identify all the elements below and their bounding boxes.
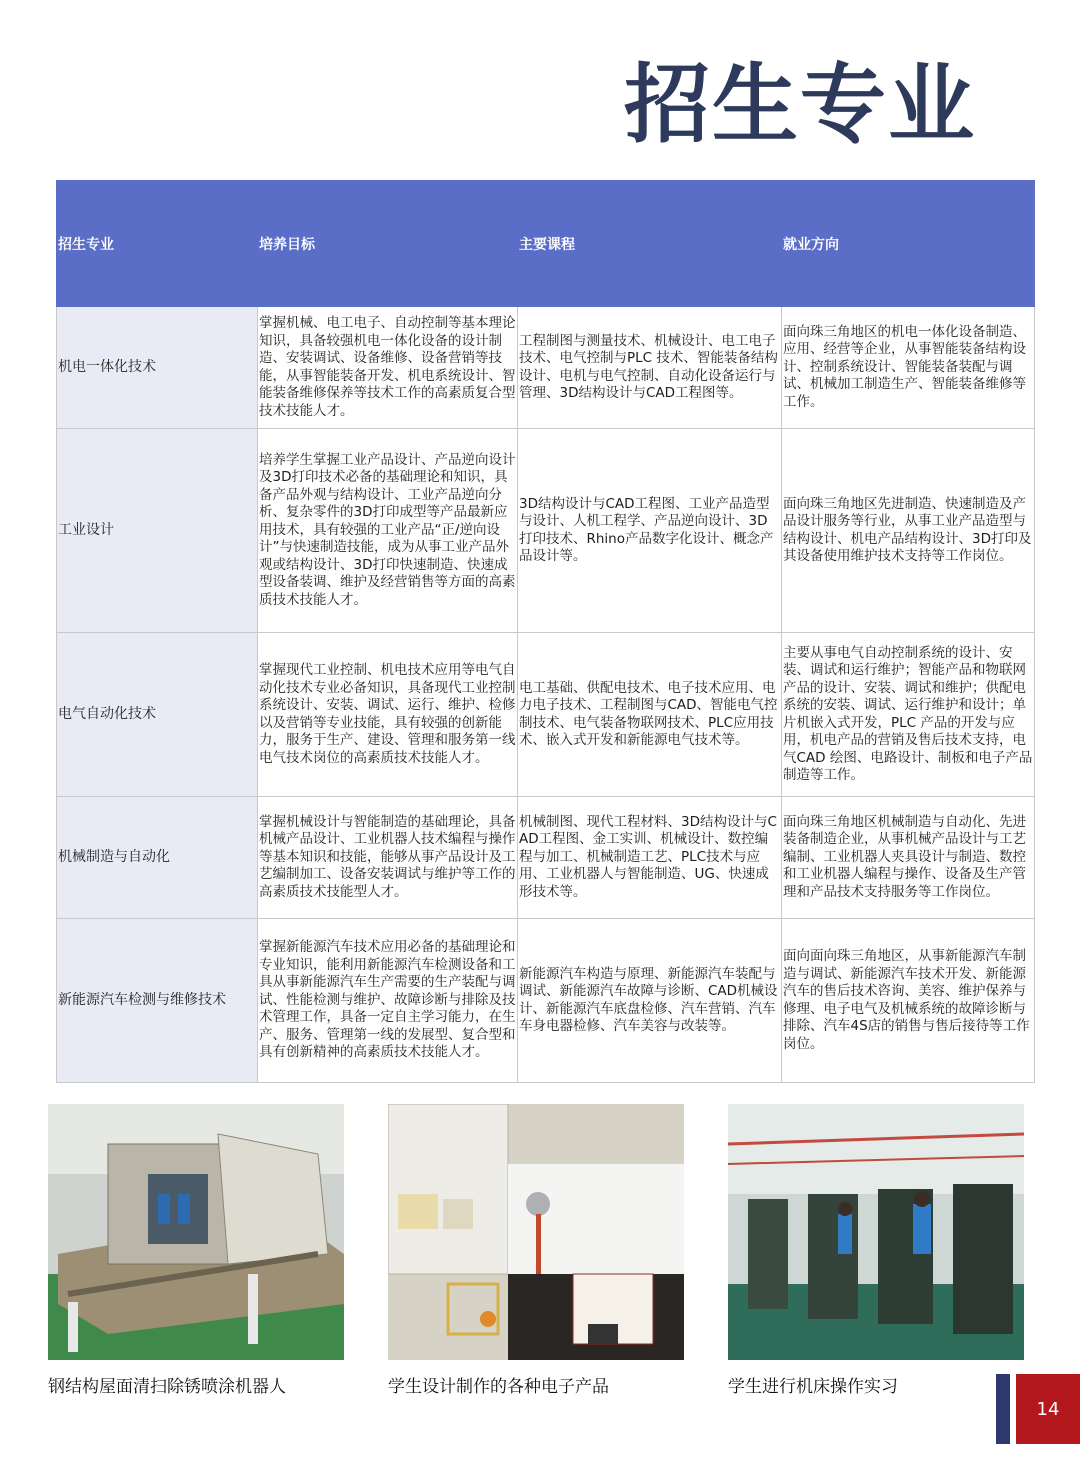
career-cell: 面向面向珠三角地区，从事新能源汽车制造与调试、新能源汽车技术开发、新能源汽车的售后技术咨询、美容、维护保养与修理、电子电气及机械系统的故障诊断与排除、汽车4S店的销售与售后接待等工作岗位。 <box>782 919 1035 1083</box>
table-row <box>57 307 1035 429</box>
courses-cell: 电工基础、供配电技术、电子技术应用、电力电子技术、工程制图与CAD、智能电气控制技术、电气装备物联网技术、PLC应用技术、嵌入式开发和新能源电气技术等。 <box>518 633 782 797</box>
courses-cell: 工程制图与测量技术、机械设计、电工电子技术、电气控制与PLC 技术、智能装备结构设计、电机与电气控制、自动化设备运行与管理、3D结构设计与CAD工程图等。 <box>518 307 782 429</box>
header-major: 招生专业 <box>57 181 258 307</box>
photo-caption: 学生设计制作的各种电子产品 <box>388 1377 609 1397</box>
major-name: 机械制造与自动化 <box>57 797 258 919</box>
table-row <box>57 429 1035 633</box>
robot-photo <box>48 1104 344 1360</box>
table-header-row <box>57 181 1035 307</box>
major-name: 工业设计 <box>57 429 258 633</box>
goal-cell: 培养学生掌握工业产品设计、产品逆向设计及3D打印技术必备的基础理论和知识，具备产品外观与结构设计、工业产品逆向分析、复杂零件的3D打印成型等产品最新应用技术，具有较强的工业产品“正/逆向设计”与快速制造技能，成为从事工业产品外观或结构设计、3D打印快速制造、快速成型设备装调、维护及经营销售等方面的高素质技术技能人才。 <box>258 429 518 633</box>
goal-cell: 掌握机械设计与智能制造的基础理论，具备机械产品设计、工业机器人技术编程与操作等基本知识和技能，能够从事产品设计及工艺编制加工、设备安装调试与维护等工作的高素质技术技能型人才。 <box>258 797 518 919</box>
table-row <box>57 797 1035 919</box>
goal-cell: 掌握新能源汽车技术应用必备的基础理论和专业知识，能利用新能源汽车检测设备和工具从事新能源汽车生产需要的生产装配与调试、性能检测与维护、故障诊断与排除及技术管理工作，具备一定自主学习能力，在生产、服务、管理第一线的发展型、复合型和具有创新精神的高素质技术技能人才。 <box>258 919 518 1083</box>
majors-table <box>56 180 1034 1083</box>
courses-cell: 机械制图、现代工程材料、3D结构设计与CAD工程图、金工实训、机械设计、数控编程与加工、机械制造工艺、PLC技术与应用、工业机器人与智能制造、UG、快速成形技术等。 <box>518 797 782 919</box>
electronics-photo <box>388 1104 684 1360</box>
header-courses: 主要课程 <box>518 181 782 307</box>
page-number-block <box>996 1374 1080 1444</box>
goal-cell: 掌握现代工业控制、机电技术应用等电气自动化技术专业必备知识，具备现代工业控制系统设计、安装、调试、运行、维护、检修以及营销等专业技能，具有较强的创新能力，服务于生产、建设、管理和服务第一线电气技术岗位的高素质技术技能人才。 <box>258 633 518 797</box>
photo-caption: 钢结构屋面清扫除锈喷涂机器人 <box>48 1377 286 1397</box>
header-goal: 培养目标 <box>258 181 518 307</box>
major-name: 新能源汽车检测与维修技术 <box>57 919 258 1083</box>
table-row <box>57 633 1035 797</box>
courses-cell: 新能源汽车构造与原理、新能源汽车装配与调试、新能源汽车故障与诊断、CAD机械设计、新能源汽车底盘检修、汽车营销、汽车车身电器检修、汽车美容与改装等。 <box>518 919 782 1083</box>
major-name: 电气自动化技术 <box>57 633 258 797</box>
header-career: 就业方向 <box>782 181 1035 307</box>
goal-cell: 掌握机械、电工电子、自动控制等基本理论知识，具备较强机电一体化设备的设计制造、安装调试、设备维修、设备营销等技能，从事智能装备开发、机电系统设计、智能装备维修保养等技术工作的高素质复合型技术技能人才。 <box>258 307 518 429</box>
photo-caption: 学生进行机床操作实习 <box>728 1377 898 1397</box>
career-cell: 面向珠三角地区的机电一体化设备制造、应用、经营等企业，从事智能装备结构设计、控制系统设计、智能装备装配与调试、机械加工制造生产、智能装备维修等工作。 <box>782 307 1035 429</box>
table-row <box>57 919 1035 1083</box>
page-number-accent <box>996 1374 1010 1444</box>
career-cell: 主要从事电气自动控制系统的设计、安装、调试和运行维护；智能产品和物联网产品的设计、安装、调试和维护；供配电系统的安装、调试、运行维护和设计；单片机嵌入式开发，PLC 产品的开发与应用，机电产品的营销及售后技术支持，电气CAD 绘图、电路设计、制板和电子产品制造等工作。 <box>782 633 1035 797</box>
machine-shop-photo <box>728 1104 1024 1360</box>
career-cell: 面向珠三角地区先进制造、快速制造及产品设计服务等行业，从事工业产品造型与结构设计、机电产品结构设计、3D打印及其设备使用维护技术支持等工作岗位。 <box>782 429 1035 633</box>
page-number: 14 <box>1016 1374 1080 1444</box>
courses-cell: 3D结构设计与CAD工程图、工业产品造型与设计、人机工程学、产品逆向设计、3D打印技术、Rhino产品数字化设计、概念产品设计等。 <box>518 429 782 633</box>
career-cell: 面向珠三角地区机械制造与自动化、先进装备制造企业，从事机械产品设计与工艺编制、工业机器人夹具设计与制造、数控和工业机器人编程与操作、设备及生产管理和产品技术支持服务等工作岗位。 <box>782 797 1035 919</box>
page-title: 招生专业 <box>624 55 976 155</box>
major-name: 机电一体化技术 <box>57 307 258 429</box>
